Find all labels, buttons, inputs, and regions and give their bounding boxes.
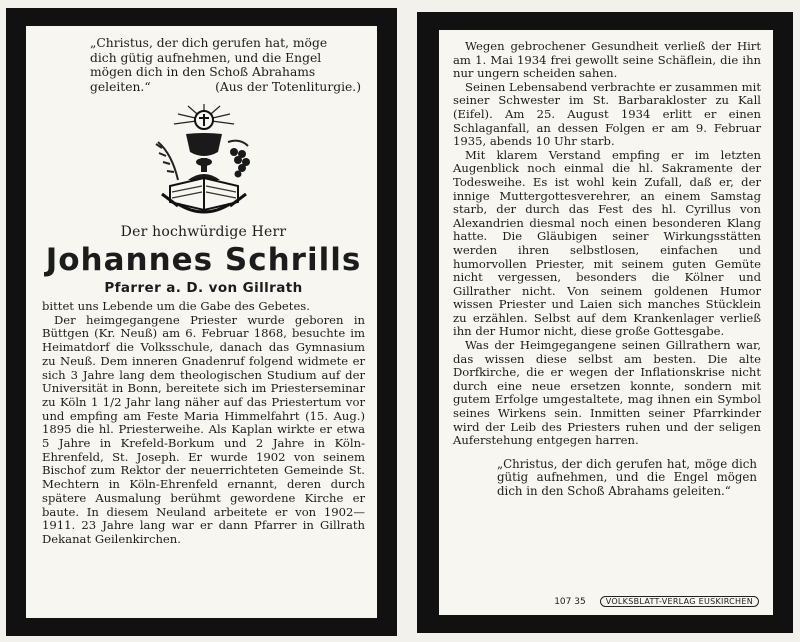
paragraph: Mit klarem Verstand empfing er im letzten Augenblick noch einmal die hl. Sakramente der Todesweihe. Es ist wohl kein Zufall, daß er, der innige Muttergottesverehrer, an einem Samstag starb, der durch das Fest des hl. Cyrillus von Alexandrien diesmal noch einen besonderen Klang hatte. Die Gläubigen seiner Wirkungsstätten werden ihren selbstlosen, einfachen und humorvollen Priester, mit seinem guten Gemüte nicht vergessen, besonders die Kölner und Gillrather nicht. Von seinem goldenen Humor wissen Priester und Laien sich manches Stücklein zu erzählen. Selbst auf dem Krankenlager verließ ihn der Humor nicht, diese große Gottesgabe. — [453, 147, 761, 339]
publisher-stamp: VOLKSBLATT-VERLAG EUSKIRCHEN — [600, 596, 759, 607]
obituary-text — [453, 40, 761, 448]
left-card-inner — [26, 26, 377, 618]
right-card-inner — [439, 30, 773, 615]
closing-motto: „Christus, der dich gerufen hat, möge dich gütig aufnehmen, und die Engel mögen dich in den Schoß Abrahams geleiten.“ — [497, 456, 757, 498]
motto-line: dich gütig aufnehmen, und die Engel — [90, 50, 322, 65]
deceased-name: Johannes Schrills — [45, 242, 362, 278]
motto-last-line — [90, 80, 361, 95]
right-card — [417, 12, 793, 633]
honorific: Der hochwürdige Herr — [120, 224, 287, 240]
prayer-request: bittet uns Lebende um die Gabe des Gebetes. — [42, 299, 310, 313]
paragraph: Was der Heimgegangene seinen Gillrathern war, das wissen diese selbst am besten. Die alte Dorfkirche, die er wegen der Inflationskrise nicht durch eine neue ersetzen konnte, sondern mit gutem Erfolge umgestaltete, mag ihnen ein Symbol seines Wirkens sein. Inmitten seiner Pfarrkinder wird der Leib des Priesters ruhen und der seligen Auferstehung entgegen harren. — [453, 338, 761, 448]
left-card — [6, 8, 397, 636]
biography-text: Der heimgegangene Priester wurde geboren in Büttgen (Kr. Neuß) am 6. Februar 1868, besuchte im Heimatdorf die Volksschule, danach das Gymnasium zu Neuß. Dem inneren Gnadenruf folgend widmete er sich 3 Jahre lang dem theologischen Studium auf der Universität in Bonn, bereitete sich im Priesterseminar zu Köln 1 1/2 Jahr lang näher auf das Priestertum vor und empfing am Feste Maria Himmelfahrt (15. Aug.) 1895 die hl. Priesterweihe. Als Kaplan wirkte er etwa 5 Jahre in Krefeld-Borkum und 2 Jahre in Köln-Ehrenfeld, St. Joseph. Er wurde 1902 von seinem Bischof zum Rektor der neuerrichteten Gemeinde St. Mechtern in Köln-Ehrenfeld ernannt, deren durch spätere Ausmalung berühmt gewordene Kirche er baute. In diesem Neuland arbeitete er von 1902—1911. 23 Jahre lang war er dann Pfarrer in Gillrath Dekanat Geilenkirchen. — [42, 312, 365, 546]
motto-source: (Aus der Totenliturgie.) — [215, 79, 361, 94]
motto-line: „Christus, der dich gerufen hat, möge — [90, 36, 328, 50]
biography — [42, 300, 365, 547]
paragraph: Wegen gebrochener Gesundheit verließ der Hirt am 1. Mai 1934 frei gewollt seine Schäflein, die ihn nur ungern scheiden sahen. — [453, 39, 761, 81]
print-footer — [554, 596, 759, 607]
print-number: 107 35 — [554, 596, 586, 607]
motto-line: mögen dich in den Schoß Abrahams — [90, 65, 316, 79]
opening-motto — [90, 36, 361, 94]
paragraph: Seinen Lebensabend verbrachte er zusammen mit seiner Schwester im St. Barbarakloster zu Kall (Eifel). Am 25. August 1934 erlitt er einen Schlaganfall, an dessen Folgen er am 9. Februar 1935, abends 10 Uhr starb. — [453, 79, 761, 149]
chalice-emblem-icon — [148, 102, 260, 220]
deceased-title: Pfarrer a. D. von Gillrath — [104, 280, 303, 296]
motto-line: geleiten.“ — [90, 79, 151, 94]
